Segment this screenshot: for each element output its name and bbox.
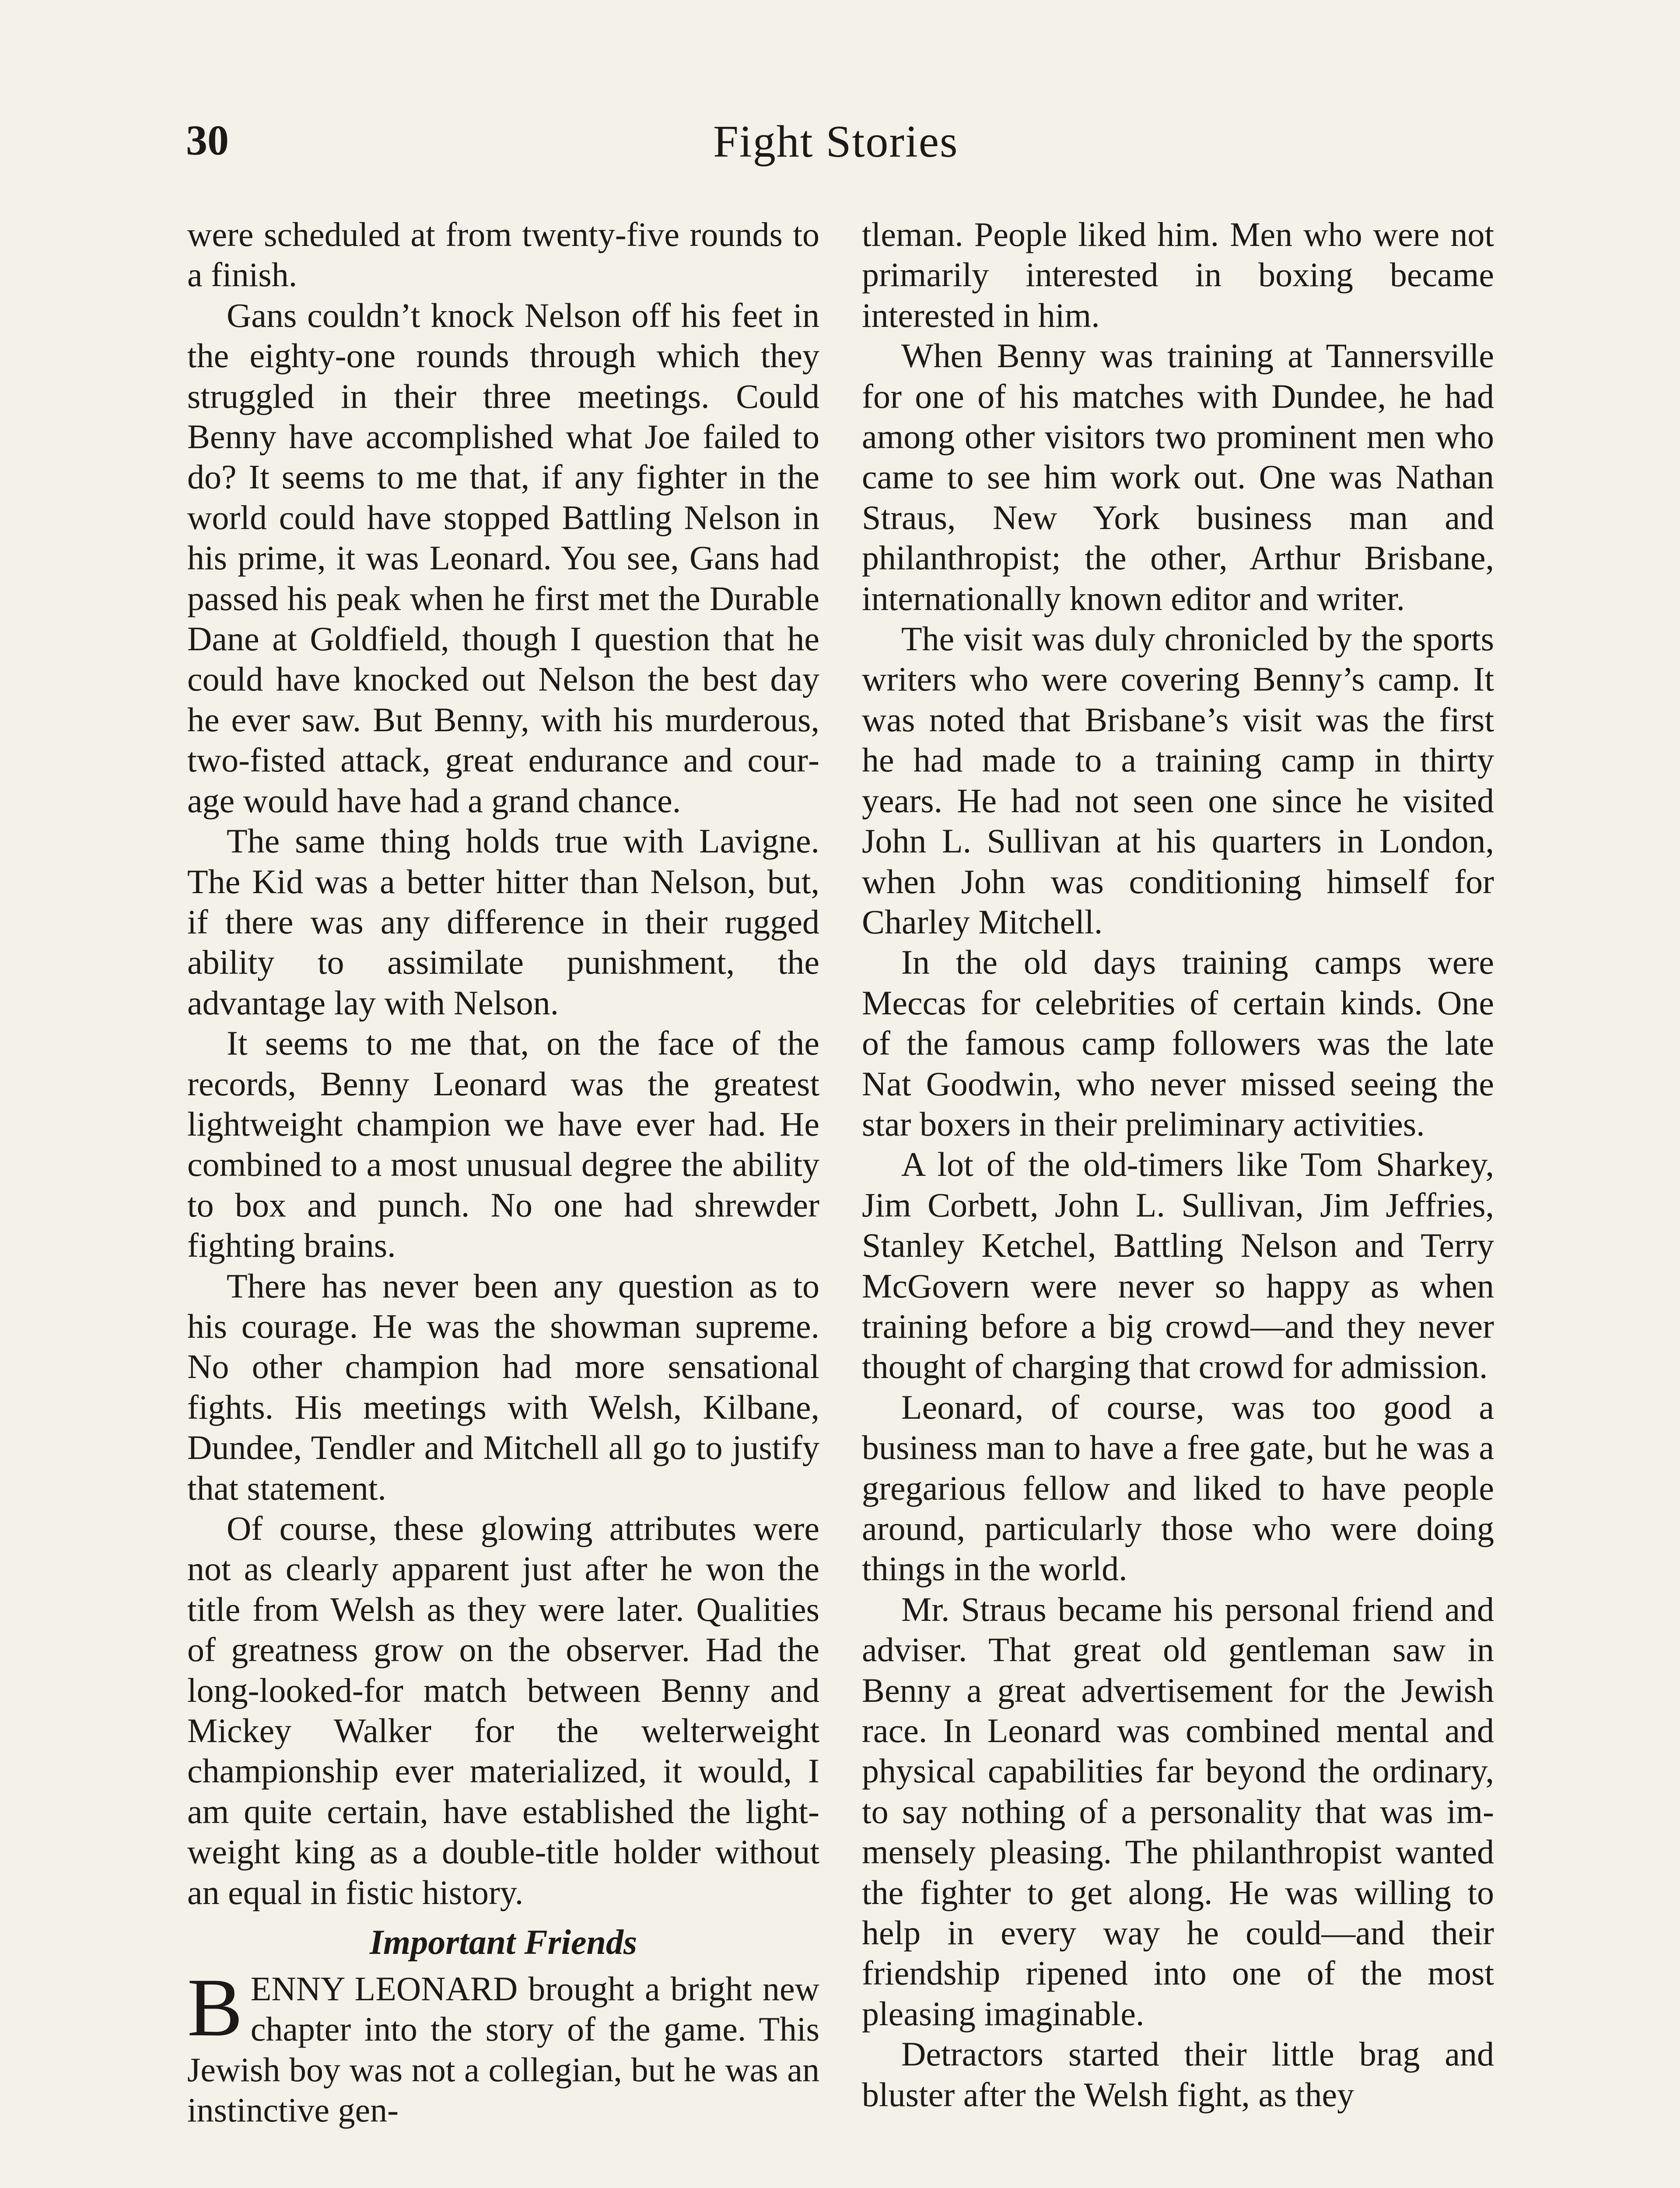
body-paragraph: tleman. People liked him. Men who were not primarily interested in boxing became interested in him.	[862, 215, 1494, 334]
body-paragraph: In the old days training camps were Meccas for celebrities of certain kinds. One of the famous camp followers was the late Nat Goodwin, who never missed seeing the star boxers in their preliminary activities.	[862, 943, 1494, 1143]
body-paragraph: Of course, these glowing attributes were not as clearly apparent just after he won the title from Welsh as they were later. Qualities of greatness grow on the observer. Had the long-looked-for match between Benny and Mickey Walker for the welterweight championship ever materialized, it would, I am quite certain, have established the lightweight king as a double-title holder without an equal in fistic history.	[187, 1509, 819, 1911]
body-paragraph: A lot of the old-timers like Tom Sharkey, Jim Corbett, John L. Sullivan, Jim Jeffries, Stanley Ketchel, Battling Nelson and Terry McGovern were never so happy as when training before a big crowd—and they never thought of charging that crowd for admission.	[862, 1145, 1494, 1386]
body-paragraph: When Benny was training at Tannersville for one of his matches with Dundee, he had among other visitors two prominent men who came to see him work out. One was Nathan Straus, New York business man and philanthropist; the other, Arthur Brisbane, internationally known editor and writer.	[862, 337, 1494, 617]
running-title: Fight Stories	[713, 116, 959, 167]
dropcap-paragraph-text: ENNY LEONARD brought a bright new chapter into the story of the game. This Jewish boy was not a collegian, but he was an instinctive gen-	[187, 1970, 819, 2129]
body-paragraph: Leonard, of course, was too good a business man to have a free gate, but he was a gregarious fellow and liked to have people around, particularly those who were doing things in the world.	[862, 1388, 1494, 1588]
body-paragraph: The same thing holds true with Lavigne. The Kid was a better hitter than Nelson, but, if there was any difference in their rugged ability to assimilate punishment, the advantage lay with Nelson.	[187, 822, 819, 1022]
dropcap-paragraph	[187, 1962, 819, 2131]
body-paragraph: Mr. Straus became his personal friend and adviser. That great old gentleman saw in Benny a great advertisement for the Jewish race. In Leonard was combined mental and physical capabilities far beyond the ordinary, to say nothing of a personality that was immensely pleasing. The philanthropist wanted the fighter to get along. He was willing to help in every way he could—and their friendship ripened into one of the most pleasing imaginable.	[862, 1590, 1494, 2033]
page-number: 30	[186, 117, 229, 164]
body-paragraph: It seems to me that, on the face of the records, Benny Leonard was the greatest lightweight champion we have ever had. He combined to a most unusual degree the ability to box and punch. No one had shrewder fighting brains.	[187, 1024, 819, 1265]
right-column	[862, 214, 1494, 2115]
body-paragraph: The visit was duly chronicled by the sports writers who were covering Benny’s camp. It was noted that Brisbane’s visit was the first he had made to a training camp in thirty years. He had not seen one since he visited John L. Sullivan at his quarters in London, when John was conditioning himself for Charley Mitchell.	[862, 620, 1494, 941]
body-paragraph: There has never been any question as to his courage. He was the showman supreme. No other champion had more sensational fights. His meetings with Welsh, Kilbane, Dundee, Tendler and Mitchell all go to justify that statement.	[187, 1266, 819, 1507]
section-subheading: Important Friends	[369, 1923, 637, 1962]
body-paragraph: Gans couldn’t knock Nelson off his feet in the eighty-one rounds through which they struggled in their three meetings. Could Benny have accomplished what Joe failed to do? It seems to me that, if any fighter in the world could have stopped Battling Nelson in his prime, it was Leonard. You see, Gans had passed his peak when he first met the Durable Dane at Goldfield, though I question that he could have knocked out Nelson the best day he ever saw. But Benny, with his murderous, two-fisted attack, great endurance and courage would have had a grand chance.	[187, 296, 819, 820]
drop-cap-letter: B	[187, 1962, 243, 2054]
body-paragraph: Detractors started their little brag and bluster after the Welsh fight, as they	[862, 2035, 1494, 2114]
body-paragraph: were scheduled at from twenty-five rounds to a finish.	[187, 215, 819, 294]
left-column	[187, 214, 819, 2131]
